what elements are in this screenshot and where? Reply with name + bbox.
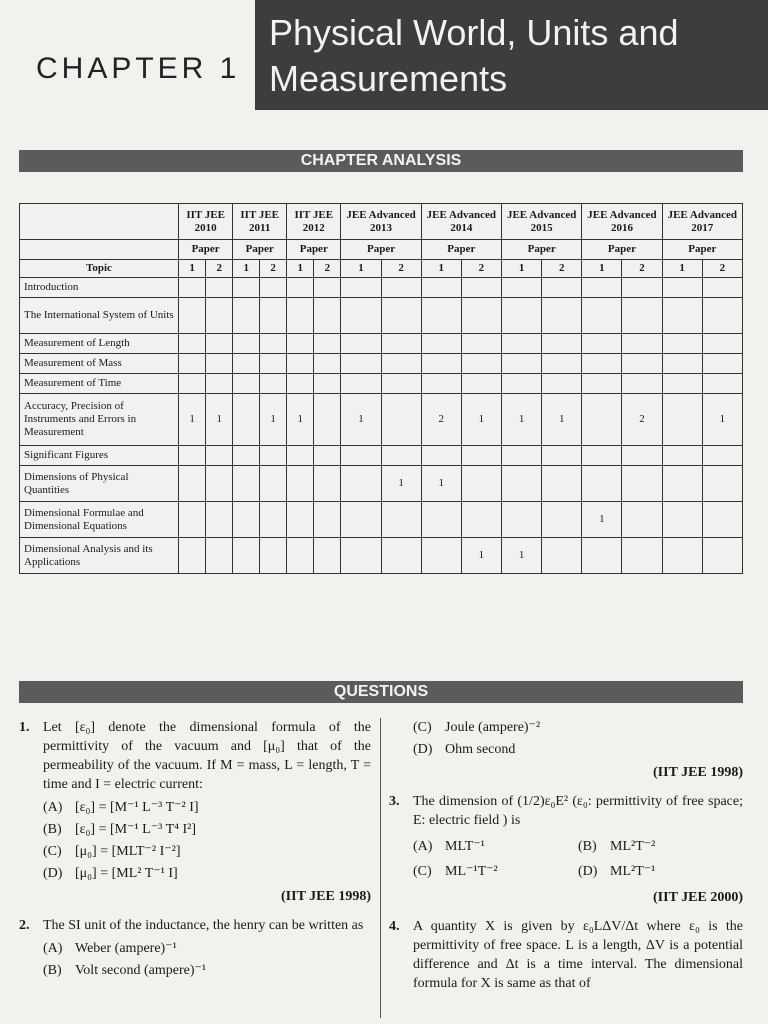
exam-reference: (IIT JEE 1998) — [281, 889, 371, 904]
question-number: 3. — [389, 794, 400, 809]
paper-header: Paper — [179, 240, 233, 260]
question-count-cell — [341, 502, 381, 538]
topic-name: Measurement of Time — [20, 374, 179, 394]
question-count-cell — [233, 334, 260, 354]
question-count-cell — [260, 502, 287, 538]
question-count-cell — [314, 502, 341, 538]
exam-reference: (IIT JEE 1998) — [653, 765, 743, 780]
option-text: ML⁻¹T⁻² — [445, 864, 498, 879]
question-count-cell — [582, 466, 622, 502]
question-count-cell — [381, 354, 421, 374]
question-count-cell — [381, 394, 421, 446]
question-count-cell — [179, 446, 206, 466]
question-count-cell — [582, 334, 622, 354]
question-count-cell — [542, 354, 582, 374]
question-count-cell — [314, 278, 341, 298]
question-count-cell — [341, 298, 381, 334]
question-count-cell — [381, 278, 421, 298]
question-count-cell — [662, 538, 702, 574]
question-count-cell: 1 — [461, 394, 501, 446]
question-count-cell — [582, 374, 622, 394]
question-count-cell — [622, 538, 662, 574]
question-count-cell: 1 — [381, 466, 421, 502]
question-count-cell — [461, 374, 501, 394]
question-count-cell — [702, 466, 742, 502]
question-count-cell — [341, 334, 381, 354]
chapter-title-line1: Physical World, Units and — [269, 12, 679, 53]
question-count-cell — [582, 538, 622, 574]
question-count-cell — [260, 538, 287, 574]
question-count-cell — [662, 446, 702, 466]
question-text: The dimension of (1/2)ε₀E² (ε₀: permittivity of free space; E: electric field ) is — [413, 794, 743, 828]
question-count-cell — [502, 278, 542, 298]
exam-header: JEE Advanced 2013 — [341, 204, 421, 240]
question-count-cell — [341, 374, 381, 394]
question-count-cell — [206, 446, 233, 466]
question-count-cell — [421, 502, 461, 538]
paper-number: 1 — [341, 260, 381, 278]
paper-number: 2 — [206, 260, 233, 278]
topic-name: Significant Figures — [20, 446, 179, 466]
topic-name: Measurement of Mass — [20, 354, 179, 374]
exam-header: IIT JEE 2010 — [179, 204, 233, 240]
topic-name: Dimensional Formulae and Dimensional Equations — [20, 502, 179, 538]
question-count-cell — [206, 278, 233, 298]
paper-number-row — [20, 260, 743, 278]
question-count-cell — [502, 466, 542, 502]
question-count-cell — [622, 446, 662, 466]
questions-banner: QUESTIONS — [19, 681, 743, 703]
option — [578, 862, 743, 881]
question-count-cell: 1 — [582, 502, 622, 538]
topic-name: Dimensional Analysis and its Applications — [20, 538, 179, 574]
question-count-cell — [582, 354, 622, 374]
question-count-cell — [702, 446, 742, 466]
question-count-cell — [381, 334, 421, 354]
question-count-cell — [622, 334, 662, 354]
option-label: (B) — [578, 839, 597, 854]
chapter-label: CHAPTER 1 — [36, 52, 241, 85]
question-count-cell — [314, 394, 341, 446]
paper-number: 1 — [421, 260, 461, 278]
topic-name: The International System of Units — [20, 298, 179, 334]
option — [413, 862, 578, 881]
topic-row — [20, 354, 743, 374]
question-number: 1. — [19, 720, 30, 735]
paper-number: 1 — [233, 260, 260, 278]
question-count-cell — [542, 466, 582, 502]
topic-row — [20, 466, 743, 502]
question-count-cell — [179, 354, 206, 374]
question-count-cell — [233, 298, 260, 334]
question-count-cell — [542, 278, 582, 298]
option — [413, 718, 743, 737]
option-label: (B) — [43, 963, 62, 978]
option-label: (A) — [43, 941, 63, 956]
question-count-cell — [287, 334, 314, 354]
topic-name: Measurement of Length — [20, 334, 179, 354]
paper-number: 2 — [260, 260, 287, 278]
question-count-cell — [179, 374, 206, 394]
question-count-cell — [702, 374, 742, 394]
question-count-cell — [622, 354, 662, 374]
question-count-cell — [702, 334, 742, 354]
question-count-cell: 1 — [502, 538, 542, 574]
question-count-cell — [206, 502, 233, 538]
question-count-cell — [206, 298, 233, 334]
question-count-cell — [421, 374, 461, 394]
option-text: Volt second (ampere)⁻¹ — [75, 963, 207, 978]
question-count-cell — [461, 334, 501, 354]
option-label: (C) — [43, 844, 62, 859]
exam-header: IIT JEE 2011 — [233, 204, 287, 240]
question-count-cell — [421, 334, 461, 354]
question-count-cell — [502, 298, 542, 334]
question-count-cell — [233, 374, 260, 394]
option — [43, 864, 371, 883]
paper-header: Paper — [233, 240, 287, 260]
question-count-cell — [260, 466, 287, 502]
question-count-cell — [233, 354, 260, 374]
option — [43, 961, 371, 980]
question-count-cell — [179, 298, 206, 334]
topic-name: Accuracy, Precision of Instruments and Errors in Measurement — [20, 394, 179, 446]
option — [413, 837, 578, 856]
question-2 — [19, 916, 371, 935]
question-count-cell: 1 — [421, 466, 461, 502]
paper-number: 1 — [662, 260, 702, 278]
question-count-cell — [461, 502, 501, 538]
questions-left-column — [19, 718, 371, 983]
question-count-cell — [542, 446, 582, 466]
question-count-cell — [260, 446, 287, 466]
exam-header: JEE Advanced 2016 — [582, 204, 662, 240]
question-count-cell — [314, 538, 341, 574]
question-count-cell — [461, 446, 501, 466]
questions-area — [19, 718, 743, 1018]
paper-number: 2 — [314, 260, 341, 278]
option-text: [μ₀] = [ML² T⁻¹ I] — [75, 866, 178, 881]
topic-row — [20, 278, 743, 298]
option-text: [μ₀] = [MLT⁻² I⁻²] — [75, 844, 181, 859]
question-count-cell — [542, 334, 582, 354]
chapter-analysis-banner: CHAPTER ANALYSIS — [19, 150, 743, 172]
question-count-cell — [502, 374, 542, 394]
paper-number: 2 — [622, 260, 662, 278]
question-count-cell — [461, 298, 501, 334]
topic-row — [20, 446, 743, 466]
question-count-cell — [314, 446, 341, 466]
paper-header-row — [20, 240, 743, 260]
topic-name: Dimensions of Physical Quantities — [20, 466, 179, 502]
question-count-cell — [421, 354, 461, 374]
question-count-cell — [622, 278, 662, 298]
topic-row — [20, 334, 743, 354]
topic-name: Introduction — [20, 278, 179, 298]
paper-header: Paper — [662, 240, 742, 260]
exam-header-row — [20, 204, 743, 240]
option-text: Ohm second — [445, 742, 516, 757]
question-count-cell: 1 — [179, 394, 206, 446]
question-count-cell: 1 — [206, 394, 233, 446]
question-count-cell — [662, 466, 702, 502]
question-count-cell — [179, 334, 206, 354]
question-count-cell — [287, 502, 314, 538]
question-count-cell — [502, 354, 542, 374]
option-label: (A) — [413, 839, 433, 854]
question-count-cell — [233, 466, 260, 502]
option-label: (A) — [43, 800, 63, 815]
question-count-cell — [341, 354, 381, 374]
question-count-cell — [461, 354, 501, 374]
chapter-header — [0, 0, 768, 112]
topic-row — [20, 394, 743, 446]
question-count-cell — [314, 298, 341, 334]
question-count-cell — [622, 298, 662, 334]
question-count-cell — [702, 502, 742, 538]
paper-header: Paper — [341, 240, 421, 260]
paper-number: 2 — [461, 260, 501, 278]
question-text: A quantity X is given by ε₀LΔV/Δt where ε₀ is the permittivity of free space. L is a length, ΔV is a potential difference and Δt is a time interval. The dimensional formula for X is same as that of — [413, 919, 743, 991]
question-count-cell — [206, 354, 233, 374]
question-count-cell: 1 — [341, 394, 381, 446]
question-count-cell — [341, 466, 381, 502]
question-count-cell: 1 — [702, 394, 742, 446]
question-count-cell — [662, 502, 702, 538]
question-count-cell — [287, 466, 314, 502]
question-text: The SI unit of the inductance, the henry can be written as — [43, 918, 364, 933]
question-count-cell — [341, 446, 381, 466]
option-label: (D) — [413, 742, 433, 757]
question-count-cell — [421, 278, 461, 298]
question-count-cell — [179, 538, 206, 574]
question-count-cell — [622, 466, 662, 502]
blank-cell — [20, 240, 179, 260]
question-count-cell: 1 — [502, 394, 542, 446]
question-count-cell — [662, 374, 702, 394]
option-text: [ε₀] = [M⁻¹ L⁻³ T⁴ I²] — [75, 822, 197, 837]
question-count-cell — [206, 466, 233, 502]
question-count-cell: 1 — [461, 538, 501, 574]
question-count-cell — [622, 502, 662, 538]
option — [578, 837, 743, 856]
question-count-cell — [260, 298, 287, 334]
column-divider — [380, 718, 381, 1018]
corner-cell — [20, 204, 179, 240]
exam-header: JEE Advanced 2015 — [502, 204, 582, 240]
option-label: (C) — [413, 720, 432, 735]
question-count-cell — [206, 374, 233, 394]
question-count-cell — [421, 538, 461, 574]
question-count-cell — [260, 278, 287, 298]
question-number: 4. — [389, 919, 400, 934]
option — [43, 798, 371, 817]
topic-row — [20, 502, 743, 538]
exam-header: JEE Advanced 2017 — [662, 204, 742, 240]
question-count-cell — [381, 538, 421, 574]
question-count-cell — [381, 298, 421, 334]
paper-number: 1 — [179, 260, 206, 278]
option-text: ML²T⁻² — [610, 839, 656, 854]
question-count-cell — [622, 374, 662, 394]
question-count-cell — [702, 278, 742, 298]
question-count-cell — [381, 374, 421, 394]
paper-number: 1 — [287, 260, 314, 278]
question-count-cell — [662, 278, 702, 298]
question-count-cell — [341, 538, 381, 574]
question-count-cell — [542, 374, 582, 394]
option-text: Joule (ampere)⁻² — [445, 720, 541, 735]
question-count-cell: 2 — [421, 394, 461, 446]
question-count-cell — [582, 278, 622, 298]
option-label: (B) — [43, 822, 62, 837]
question-count-cell — [702, 538, 742, 574]
option — [413, 740, 743, 759]
question-count-cell — [582, 446, 622, 466]
question-count-cell — [260, 354, 287, 374]
question-count-cell — [314, 466, 341, 502]
paper-header: Paper — [421, 240, 501, 260]
paper-number: 1 — [502, 260, 542, 278]
topic-row — [20, 538, 743, 574]
question-count-cell — [287, 278, 314, 298]
question-count-cell — [421, 446, 461, 466]
paper-header: Paper — [502, 240, 582, 260]
question-count-cell — [179, 278, 206, 298]
question-count-cell — [287, 538, 314, 574]
question-count-cell — [260, 374, 287, 394]
questions-right-column — [389, 718, 743, 997]
question-number: 2. — [19, 918, 30, 933]
question-count-cell — [662, 334, 702, 354]
question-count-cell: 2 — [622, 394, 662, 446]
option-text: [ε₀] = [M⁻¹ L⁻³ T⁻² I] — [75, 800, 199, 815]
question-count-cell — [381, 446, 421, 466]
option-label: (D) — [43, 866, 63, 881]
question-1 — [19, 718, 371, 794]
chapter-title-box — [255, 0, 768, 110]
paper-number: 2 — [702, 260, 742, 278]
paper-header: Paper — [582, 240, 662, 260]
question-count-cell — [381, 502, 421, 538]
question-count-cell — [287, 298, 314, 334]
question-count-cell — [206, 334, 233, 354]
topic-row — [20, 374, 743, 394]
question-count-cell — [542, 298, 582, 334]
option — [43, 939, 371, 958]
question-count-cell — [662, 354, 702, 374]
question-count-cell — [206, 538, 233, 574]
paper-number: 2 — [542, 260, 582, 278]
paper-header: Paper — [287, 240, 341, 260]
question-count-cell — [542, 538, 582, 574]
question-count-cell — [314, 354, 341, 374]
option — [43, 820, 371, 839]
question-count-cell — [287, 446, 314, 466]
chapter-analysis-table — [19, 203, 743, 574]
question-count-cell — [582, 394, 622, 446]
option-grid — [413, 834, 743, 884]
option-text: MLT⁻¹ — [445, 839, 485, 854]
question-count-cell — [341, 278, 381, 298]
option-label: (C) — [413, 864, 432, 879]
question-count-cell — [179, 502, 206, 538]
option-text: Weber (ampere)⁻¹ — [75, 941, 177, 956]
question-count-cell: 1 — [542, 394, 582, 446]
question-count-cell — [233, 394, 260, 446]
question-count-cell — [421, 298, 461, 334]
question-count-cell — [662, 394, 702, 446]
question-text: Let [ε₀] denote the dimensional formula of the permittivity of the vacuum and [μ₀] that of the permeability of the vacuum. If M = mass, L = length, T = time and I = electric current: — [43, 720, 371, 792]
question-count-cell — [233, 538, 260, 574]
question-count-cell — [233, 446, 260, 466]
option — [43, 842, 371, 861]
question-count-cell — [582, 298, 622, 334]
question-count-cell — [233, 278, 260, 298]
option-text: ML²T⁻¹ — [610, 864, 656, 879]
question-count-cell: 1 — [287, 394, 314, 446]
topic-row — [20, 298, 743, 334]
question-count-cell — [260, 334, 287, 354]
question-count-cell: 1 — [260, 394, 287, 446]
question-count-cell — [542, 502, 582, 538]
question-count-cell — [179, 466, 206, 502]
question-count-cell — [702, 298, 742, 334]
exam-header: IIT JEE 2012 — [287, 204, 341, 240]
topic-header: Topic — [20, 260, 179, 278]
question-count-cell — [662, 298, 702, 334]
question-count-cell — [314, 374, 341, 394]
question-count-cell — [287, 374, 314, 394]
question-count-cell — [461, 466, 501, 502]
question-count-cell — [502, 502, 542, 538]
exam-header: JEE Advanced 2014 — [421, 204, 501, 240]
question-4 — [389, 917, 743, 993]
question-count-cell — [287, 354, 314, 374]
question-count-cell — [233, 502, 260, 538]
question-count-cell — [502, 446, 542, 466]
question-3 — [389, 792, 743, 830]
option-label: (D) — [578, 864, 598, 879]
exam-reference: (IIT JEE 2000) — [653, 890, 743, 905]
question-count-cell — [461, 278, 501, 298]
question-count-cell — [702, 354, 742, 374]
question-count-cell — [502, 334, 542, 354]
question-count-cell — [314, 334, 341, 354]
paper-number: 1 — [582, 260, 622, 278]
paper-number: 2 — [381, 260, 421, 278]
chapter-title-line2: Measurements — [269, 58, 508, 99]
